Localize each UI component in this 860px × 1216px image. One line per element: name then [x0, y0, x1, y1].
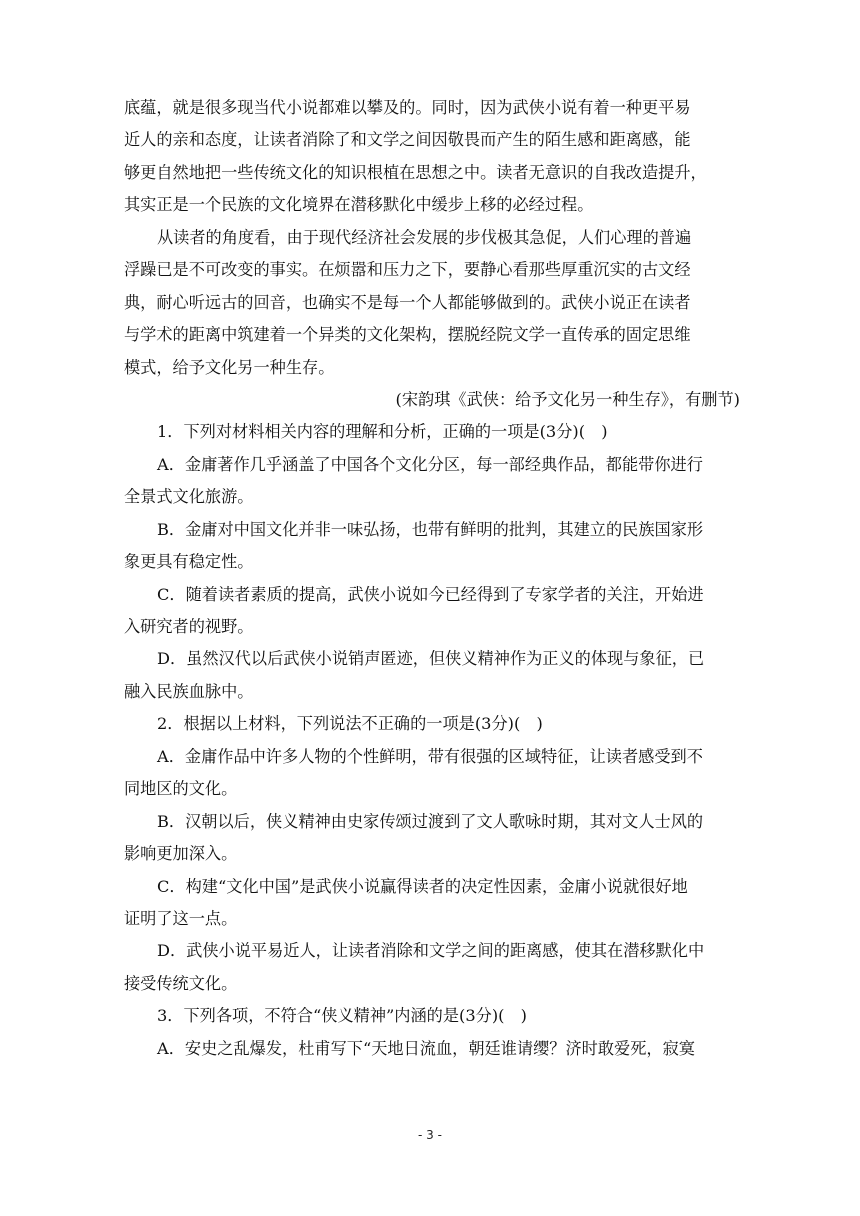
text-line: 其实正是一个民族的文化境界在潜移默化中缓步上移的必经过程。 [124, 195, 594, 215]
option-text: C．构建“文化中国”是武侠小说赢得读者的决定性因素，金庸小说就很好地 [157, 876, 688, 896]
text-line: 浮躁已是不可改变的事实。在烦嚣和压力之下，要静心看那些厚重沉实的古文经 [124, 260, 691, 280]
option-text: A．安史之乱爆发，杜甫写下“天地日流血，朝廷谁请缨？济时敢爱死，寂寞 [157, 1038, 695, 1058]
source-citation: (宋韵琪《武侠：给予文化另一种生存》，有删节) [395, 389, 740, 409]
option-a [124, 449, 740, 514]
text-line: 典，耐心听远古的回音，也确实不是每一个人都能够做到的。武侠小说正在读者 [124, 292, 691, 312]
option-text: 入研究者的视野。 [124, 617, 254, 636]
text-line: 从读者的角度看，由于现代经济社会发展的步伐极其急促，人们心理的普遍 [157, 227, 692, 247]
text-line: 近人的亲和态度，让读者消除了和文学之间因敬畏而产生的陌生感和距离感，能 [124, 130, 691, 150]
question-1 [124, 416, 740, 708]
option-text: 影响更加深入。 [124, 844, 238, 864]
option-text: A．金庸著作几乎涵盖了中国各个文化分区，每一部经典作品，都能带你进行 [157, 454, 703, 474]
paragraph-1 [124, 92, 740, 222]
text-line: 底蕴，就是很多现当代小说都难以攀及的。同时，因为武侠小说有着一种更平易 [124, 98, 691, 117]
question-stem: 1．下列对材料相关内容的理解和分析，正确的一项是(3分)( ) [157, 422, 608, 442]
option-text: 证明了这一点。 [124, 908, 238, 928]
option-text: D．武侠小说平易近人，让读者消除和文学之间的距离感，使其在潜移默化中 [157, 941, 705, 961]
document-body [124, 92, 740, 1065]
question-stem: 2．根据以上材料，下列说法不正确的一项是(3分)( ) [157, 714, 543, 734]
question-2 [124, 708, 740, 1000]
option-c [124, 579, 740, 644]
question-3 [124, 1000, 740, 1065]
option-a [124, 1033, 740, 1065]
option-b [124, 514, 740, 579]
option-text: B．汉朝以后，侠义精神由史家传颂过渡到了文人歌咏时期，其对文人士风的 [157, 811, 704, 831]
option-b [124, 806, 740, 871]
option-text: C．随着读者素质的提高，武侠小说如今已经得到了专家学者的关注，开始进 [157, 584, 704, 604]
text-line: 模式，给予文化另一种生存。 [124, 357, 335, 377]
text-line: 与学术的距离中筑建着一个异类的文化架构，摆脱经院文学一直传承的固定思维 [124, 325, 691, 345]
option-text: 同地区的文化。 [124, 779, 238, 799]
option-d [124, 643, 740, 708]
option-d [124, 935, 740, 1000]
option-text: D．虽然汉代以后武侠小说销声匿迹，但侠义精神作为正义的体现与象征，已 [157, 649, 705, 669]
option-a [124, 741, 740, 806]
paragraph-2 [124, 222, 740, 384]
question-stem: 3．下列各项，不符合“侠义精神”内涵的是(3分)( ) [157, 1006, 527, 1026]
option-text: 全景式文化旅游。 [124, 487, 254, 507]
option-text: 接受传统文化。 [124, 973, 238, 993]
option-text: 象更具有稳定性。 [124, 552, 254, 572]
option-text: A．金庸作品中许多人物的个性鲜明，带有很强的区域特征，让读者感受到不 [157, 746, 703, 766]
option-c [124, 871, 740, 936]
text-line: 够更自然地把一些传统文化的知识根植在思想之中。读者无意识的自我改造提升， [124, 162, 707, 182]
option-text: 融入民族血脉中。 [124, 681, 254, 701]
page-number: - 3 - [418, 1128, 442, 1142]
option-text: B．金庸对中国文化并非一味弘扬，也带有鲜明的批判，其建立的民族国家形 [157, 519, 704, 539]
